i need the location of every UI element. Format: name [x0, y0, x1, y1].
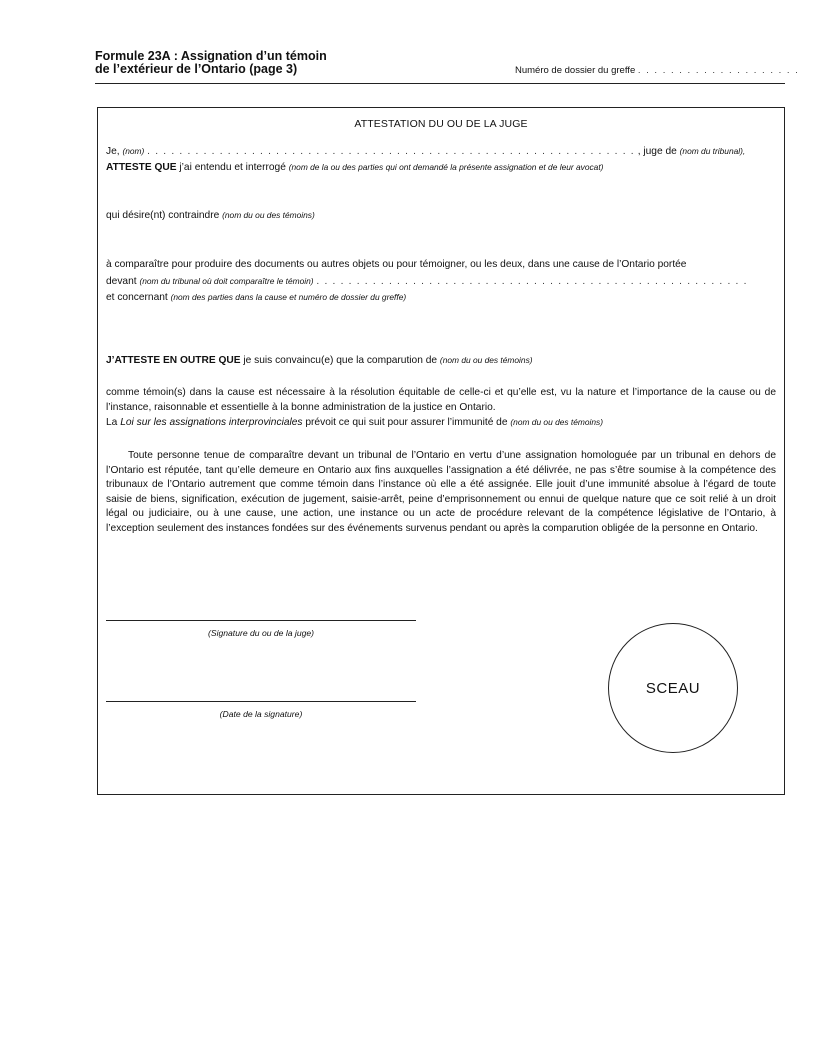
temoin-text: comme témoin(s) dans la cause est nécessaire à la résolution équitable de celle-ci et qu’elle est, vu la nature et l’importance de la cause ou de l’instance, raisonnable et essentielle à la bonne administration de la justice en Ontario.	[106, 387, 776, 413]
desire-text: qui désire(nt) contraindre	[106, 210, 220, 221]
atteste-outre-hint: (nom du ou des témoins)	[439, 355, 533, 365]
atteste-outre-bold: J’ATTESTE EN OUTRE QUE	[106, 355, 241, 366]
court-file-number-label: Numéro de dossier du greffe	[515, 65, 636, 76]
comparaitre-line	[106, 258, 686, 272]
atteste-que-hint: (nom de la ou des parties qui ont demandé la présente assignation et de leur avocat)	[288, 162, 604, 172]
comparaitre-text: à comparaître pour produire des documents ou autres objets ou pour témoigner, ou les deux, dans une cause de l’Ontario portée	[106, 259, 687, 270]
je-label: Je,	[106, 146, 120, 157]
immunity-paragraph: Toute personne tenue de comparaître devant un tribunal de l’Ontario en vertu d’une assignation homologuée par un tribunal en dehors de l’Ontario est réputée, tant qu’elle demeure en Ontario aux fins auxquelles l’assignation a été délivrée, ne pas s’être soumise à la compétence des tribunaux de l’Ontario autrement que comme témoin dans l’instance où elle a été assignée. Elle jouit d’une immunité absolue à l’égard de toute saisie de biens, signification, exécution de jugement, saisie-arrêt, peine d’emprisonnement ou ennui de quelque nature que ce soit relié à un droit légal ou judiciaire, ou à une cause, une action, une instance ou un acte de procédure relevant de la compétence législative de l’Ontario, à l’exception seulement des instances fondées sur des événements survenus pendant ou après la comparution obligée de la personne en Ontario.	[106, 450, 776, 534]
concernant-text: et concernant	[106, 292, 168, 303]
atteste-outre-text: je suis convaincu(e) que la comparution de	[243, 355, 438, 366]
judge-name-line	[106, 144, 745, 159]
juge-de-hint: (nom du tribunal),	[679, 146, 746, 156]
loi-text: prévoit ce qui suit pour assurer l’immunité de	[305, 417, 508, 428]
date-line[interactable]	[106, 701, 416, 702]
desire-hint: (nom du ou des témoins)	[222, 210, 315, 220]
judge-name-blank[interactable]: . . . . . . . . . . . . . . . . . . . . . . . . . . . . . . . . . . . . . . . . . . . . . . . . . . . . . . . . . . . . .	[147, 146, 635, 157]
form-title-line2: de l’extérieur de l’Ontario (page 3)	[95, 62, 298, 76]
juge-de-label: , juge de	[637, 146, 677, 157]
court-file-number-blank[interactable]: . . . . . . . . . . . . . . . . . . . .	[637, 65, 800, 76]
signature-line[interactable]	[106, 620, 416, 621]
temoin-paragraph	[106, 386, 776, 431]
devant-hint: (nom du tribunal où doit comparaître le témoin)	[139, 276, 314, 286]
desire-line	[106, 208, 315, 223]
signature-caption: (Signature du ou de la juge)	[207, 628, 315, 638]
date-caption: (Date de la signature)	[219, 709, 303, 719]
form-title-line1: Formule 23A : Assignation d’un témoin	[95, 49, 327, 63]
tribunal-blank[interactable]: . . . . . . . . . . . . . . . . . . . . . . . . . . . . . . . . . . . . . . . . . . . . . . . . . . . . . .	[316, 276, 748, 287]
header-divider	[95, 83, 785, 84]
atteste-que-text: j’ai entendu et interrogé	[179, 162, 286, 173]
loi-prefix: La	[106, 417, 118, 428]
court-file-number	[515, 65, 799, 76]
attestation-box	[97, 107, 785, 795]
atteste-que-line	[106, 160, 603, 175]
concernant-hint: (nom des parties dans la cause et numéro de dossier du greffe)	[170, 292, 407, 302]
atteste-que-bold: ATTESTE QUE	[106, 162, 177, 173]
loi-hint: (nom du ou des témoins)	[510, 417, 604, 427]
seal-circle	[608, 623, 738, 753]
seal-label: SCEAU	[645, 679, 701, 697]
atteste-outre-line	[106, 353, 533, 368]
devant-line	[106, 274, 748, 289]
form-title	[95, 50, 327, 76]
attestation-title: ATTESTATION DU OU DE LA JUGE	[354, 118, 528, 130]
loi-title: Loi sur les assignations interprovinciales	[120, 417, 303, 428]
concernant-line	[106, 290, 406, 305]
devant-text: devant	[106, 276, 137, 287]
je-hint: (nom)	[122, 146, 145, 156]
